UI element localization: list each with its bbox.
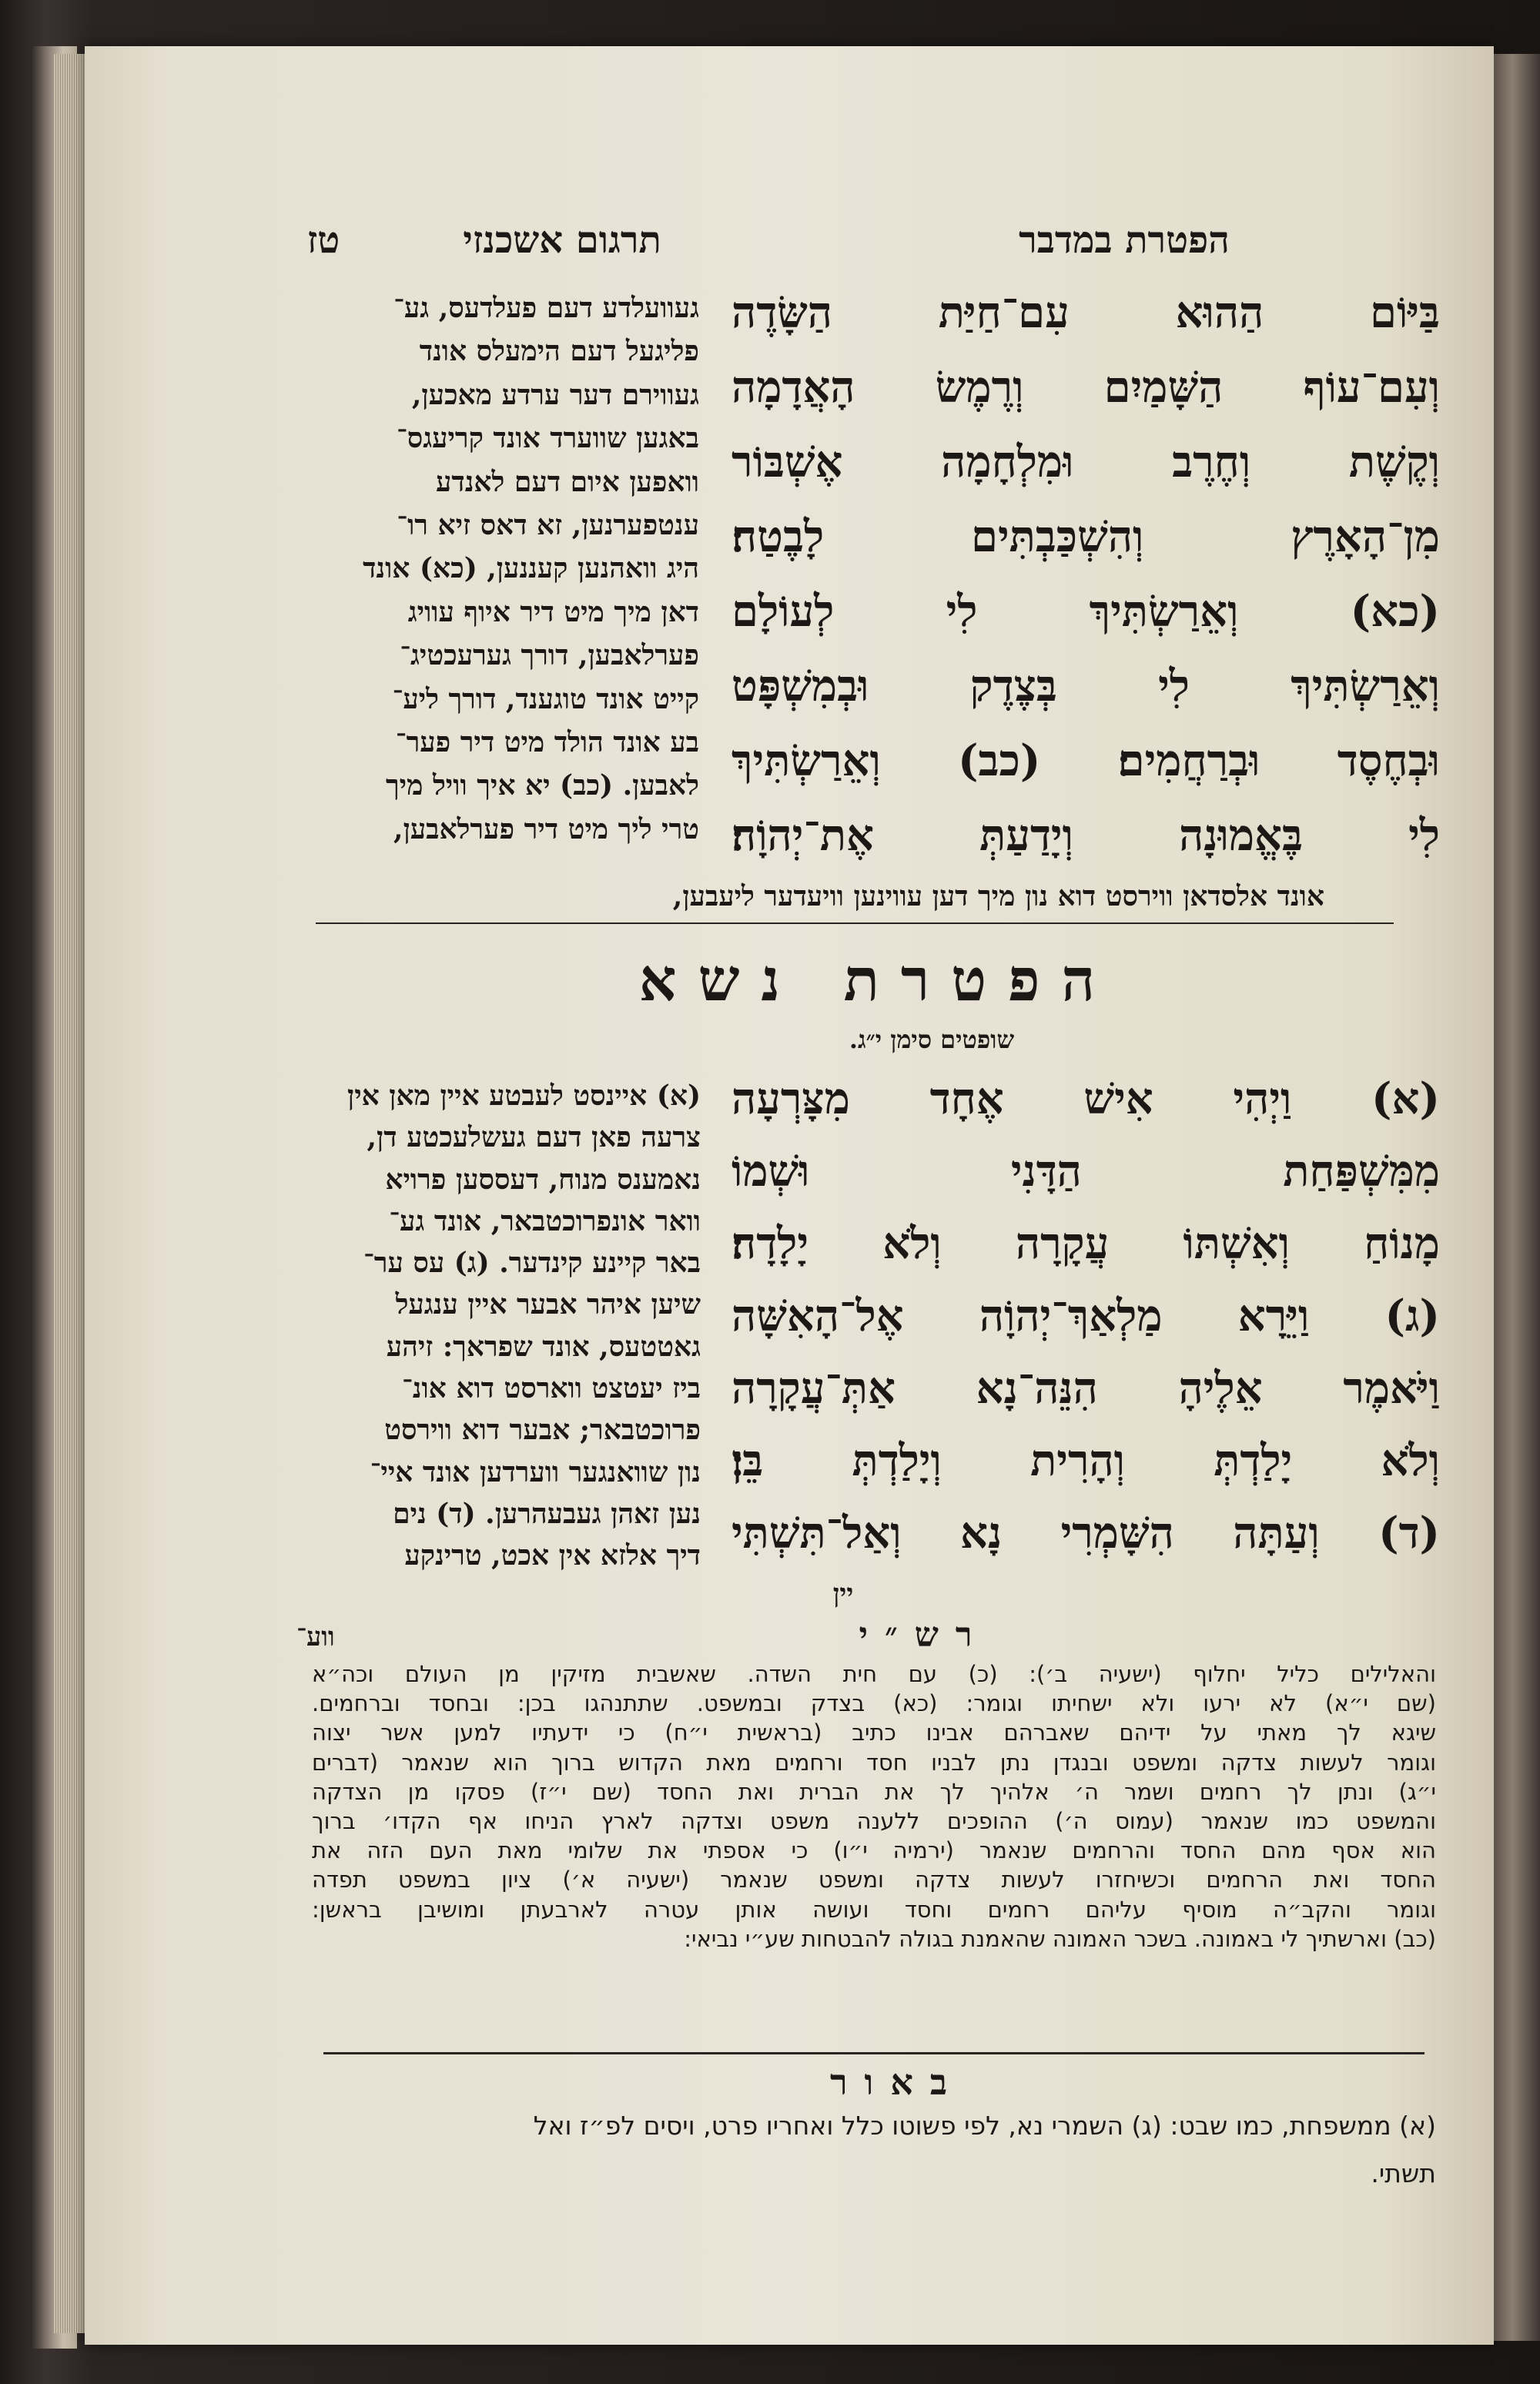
text-line: וואפען איום דעם לאנדע (436, 465, 699, 498)
text-line: היג וואהנען קעננען, (כא) אונד (363, 552, 699, 585)
commentary-line: (כב) וארשתיך לי באמונה. בשכר האמונה שהאמנת בגולה להבטחות שע״י נביאי: (684, 1925, 1436, 1952)
text-line: נון שוואנגער ווערדען אונד איי־ (370, 1455, 701, 1488)
text-line: לאבען. (כב) יא איך וויל מיך (385, 769, 699, 802)
text-line: לִי בֶּאֱמוּנָה וְיָדַעַתְּ אֶת־יְהוָֹה׃ (732, 810, 1440, 861)
section-rule (316, 922, 1394, 924)
main-text-bottom (732, 1063, 1440, 1569)
catchword: יין (832, 1579, 854, 1609)
page-edges (54, 54, 85, 2333)
text-line: ענטפערנען, זא דאס זיא רו־ (397, 509, 699, 542)
text-line: פליגעל דעם הימעלס אונד (419, 335, 699, 368)
text-line: וַיֹּאמֶר אֵלֶיהָ הִנֵּה־נָא אַתְּ־עֲקָרָה (732, 1363, 1440, 1414)
text-line: מִן־הָאָרֶץ וְהִשְׁכַּבְתִּים לָבֶטַח׃ (732, 511, 1440, 562)
text-line: (ג) וַיֵּרָא מַלְאַךְ־יְהוָֹה אֶל־הָאִשָּׁה (732, 1291, 1440, 1341)
commentary-line: והאלילים כליל יחלוף (ישעיה ב׳): (כ) עם חית השדה. שאשבית מזיקין מן העולם וכה״א (312, 1661, 1436, 1687)
text-line: (כא) וְאֵרַשְׂתִּיךְ לִי לְעוֹלָם (732, 586, 1440, 637)
text-line: קייט אונד טוגענד, דורך ליע־ (392, 682, 699, 715)
text-line: געוועלדע דעם פעלדעס, גע־ (393, 292, 699, 324)
haftara-subtitle: שופטים סימן י״ג. (849, 1025, 1015, 1054)
rashi-commentary (312, 1659, 1436, 1954)
haftara-title: הפטרת נשא (638, 946, 1117, 1014)
rashi-heading: רש״י (859, 1616, 989, 1655)
commentary-line: י״ג) ונתן לך רחמים ושמר ה׳ אלהיך לך את הברית ואת החסד (שם י״ז) פסקו מן הצדקה (312, 1778, 1436, 1805)
translation-column-top (299, 286, 699, 851)
text-line: (א) איינסט לעבטע איין מאן אין (347, 1080, 701, 1112)
translation-carry-line: אונד אלסדאן ווירסט דוא נון מיך דען עווינען וויעדער ליעבען, (672, 880, 1324, 912)
text-line: וְקֶשֶׁת וְחֶרֶב וּמִלְחָמָה אֶשְׁבּוֹר (732, 437, 1440, 487)
text-line: צרעה פאן דעם געשלעכטע דן, (367, 1121, 701, 1154)
commentary-line: הוא אסף מהם החסד והרחמים שנאמר (ירמיה י״ו) כי אספתי את שלומי מאת העם הזה את (312, 1837, 1436, 1864)
text-line: פערלאבען, דורך גערעכטיג־ (400, 639, 699, 672)
text-line: באר קיינע קינדער. (ג) עס ער־ (363, 1247, 701, 1280)
commentary-line: שיגא לך מאתי על ידיהם שאברהם אבינו כתיב (בראשית י״ח) כי ידעתיו למען אשר יצוה (312, 1719, 1436, 1746)
text-line: וְלֹא יָלַדְתְּ וְהָרִית וְיָלַדְתְּ בֵּן׃ (732, 1435, 1440, 1486)
running-head-translation: תרגום אשכנזי (463, 219, 661, 262)
text-line: פרוכטבאר; אבער דוא ווירסט (384, 1414, 701, 1447)
text-line: (ד) וְעַתָּה הִשָּׁמְרִי נָא וְאַל־תִּשְׁתִּי (732, 1508, 1440, 1559)
commentary-line: תשתי. (1371, 2158, 1436, 2188)
text-line: וואר אונפרוכטבאר, אונד גע־ (389, 1204, 701, 1237)
text-line: נען זאהן געבעהרען. (ד) נים (393, 1497, 701, 1530)
text-line: גאטטעס, אונד שפראך: זיהע (386, 1330, 701, 1363)
text-line: וְעִם־עוֹף הַשָּׁמַיִם וְרֶמֶשׂ הָאֲדָמָה (732, 362, 1440, 413)
translation-column-bottom (296, 1075, 701, 1577)
commentary-line: (שם י״א) לא ירעו ולא ישחיתו וגומר: (כא) בצדק ובמשפט. שתתנהגו בכן: ובחסד וברחמים. (312, 1690, 1436, 1717)
running-head-title: הפטרת במדבר (1019, 219, 1230, 262)
text-line: בע אונד הולד מיט דיר פער־ (395, 726, 699, 759)
text-line: דיך אלזא אין אכט, טרינקע (404, 1539, 701, 1572)
text-line: מָנוֹחַ וְאִשְׁתּוֹ עֲקָרָה וְלֹא יָלָדָה׃ (732, 1218, 1440, 1269)
text-line: טרי ליך מיט דיר פערלאבען, (393, 812, 699, 845)
text-line: וְאֵרַשְׂתִּיךְ לִי בְּצֶדֶק וּבְמִשְׁפָּט (732, 661, 1440, 712)
biur-heading: באור (829, 2061, 965, 2103)
text-line: באגען שווערד אונד קריעגס־ (396, 422, 699, 455)
commentary-line: (א) ממשפחת, כמו שבט: (ג) השמרי נא, לפי פשוטו כלל ואחריו פרט, ויסים לפ״ז ואל (533, 2111, 1436, 2141)
commentary-line: החסד ואת הרחמים וכשיחזרו לעשות צדקה ומשפט שנאמר (ישעיה א׳) ציון במשפט תפדה (312, 1867, 1436, 1893)
text-line: געווירם דער ערדע מאכען, (411, 378, 699, 411)
text-line: וּבְחֶסֶד וּבְרַחֲמִים׃ (כב) וְאֵרַשְׂתִּיךְ (732, 735, 1440, 786)
facing-page-edge (1494, 54, 1540, 2341)
main-text-top (732, 276, 1440, 873)
commentary-line: וגומר והקב״ה מוסיף עליהם רחמים וחסד ועושה אותן עטרה לארבעתן ומושיבן בראשן: (312, 1896, 1436, 1923)
text-line: ביז יעטצט ווארסט דוא אונ־ (401, 1372, 701, 1405)
text-line: מִמִּשְׁפַּחַת הַדָּנִי וּשְׁמוֹ (732, 1146, 1440, 1197)
text-line: שיען איהר אבער איין ענגעל (395, 1288, 701, 1321)
text-line: בַּיּוֹם הַהוּא עִם־חַיַּת הַשָּׂדֶה (732, 287, 1440, 338)
biur-commentary (312, 2102, 1436, 2198)
page-number: טז (306, 219, 340, 262)
commentary-line: וגומר לעשות צדקה ומשפט ובנגדן נתן לבניו חסד ורחמים מאת הקדוש ברוך הוא שנאמר (דברים (312, 1749, 1436, 1776)
text-line: נאמענס מנוח, דעססען פרויא (385, 1163, 701, 1196)
commentary-line: והמשפט כמו שנאמר (עמוס ה׳) ההופכים ללענה משפט וצדקה לארץ הניחו אף הקדו׳ ברוך (312, 1808, 1436, 1835)
translation-catchword: ווע־ (296, 1622, 335, 1652)
text-line: (א) וַיְהִי אִישׁ אֶחָד מִצָּרְעָה (732, 1073, 1440, 1124)
text-line: דאן מיך מיט דיר איוף עוויג (407, 595, 699, 628)
rashi-bottom-rule (323, 2052, 1424, 2054)
